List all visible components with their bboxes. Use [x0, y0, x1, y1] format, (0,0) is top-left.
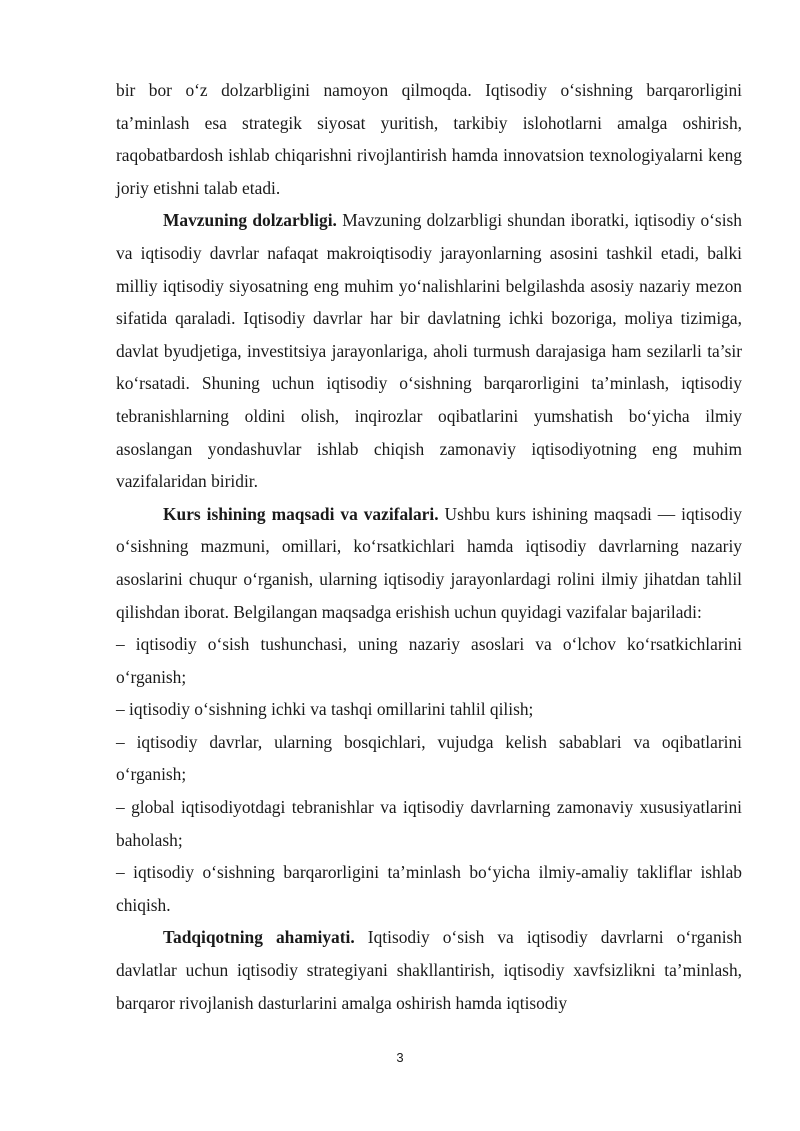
page-number: 3: [396, 1050, 404, 1065]
goals-text: Ushbu kurs ishining maqsadi — iqtisodiy o‘sishning mazmuni, omillari, ko‘rsatkichlari hamda iqtisodiy davrlarning nazariy asoslarini chuqur o‘rganish, ularning iqtisodiy jarayonlardagi rolini ilmiy jihatdan tahlil qilishdan iborat. Belgilangan maqsadga erishish uchun quyidagi vazifalar bajariladi:: [116, 503, 742, 622]
relevance-heading: Mavzuning dolzarbligi.: [163, 210, 337, 231]
relevance-text: Mavzuning dolzarbligi shundan iboratki, iqtisodiy o‘sish va iqtisodiy davrlar nafaqat makroiqtisodiy jarayonlarning asosini tashkil etadi, balki milliy iqtisodiy siyosatning eng muhim yo‘nalishlarini belgilashda asosiy nazariy mezon sifatida qaraladi. Iqtisodiy davrlar har bir davlatning ichki bozoriga, moliya tizimiga, davlat byudjetiga, investitsiya jarayonlariga, aholi turmush darajasiga ham sezilarli ta’sir ko‘rsatadi. Shuning uchun iqtisodiy o‘sishning barqarorligini ta’minlash, iqtisodiy tebranishlarning oldini olish, inqirozlar oqibatlarini yumshatish bo‘yicha ilmiy asoslangan yondashuvlar ishlab chiqish zamonaviy iqtisodiyotning eng muhim vazifalaridan biridir.: [116, 210, 742, 492]
significance-paragraph: [116, 921, 742, 1019]
intro-paragraph: bir bor o‘z dolzarbligini namoyon qilmoqda. Iqtisodiy o‘sishning barqarorligini ta’minlash esa strategik siyosat yuritish, tarkibiy islohotlarni amalga oshirish, raqobatbardosh ishlab chiqarishni rivojlantirish hamda innovatsion texnologiyalarni keng joriy etishni talab etadi.: [116, 80, 742, 198]
goals-heading: Kurs ishining maqsadi va vazifalari.: [163, 503, 439, 524]
goals-paragraph: [116, 498, 742, 628]
document-page: [116, 74, 742, 1019]
task-item: – iqtisodiy o‘sishning ichki va tashqi omillarini tahlil qilish;: [116, 699, 534, 720]
significance-text: Iqtisodiy o‘sish va iqtisodiy davrlarni o‘rganish davlatlar uchun iqtisodiy strategiyani shakllantirish, iqtisodiy xavfsizlikni ta’minlash, barqaror rivojlanish dasturlarini amalga oshirish hamda iqtisodiy: [116, 927, 742, 1013]
task-item: – iqtisodiy davrlar, ularning bosqichlari, vujudga kelish sabablari va oqibatlarini o‘rganish;: [116, 731, 742, 785]
task-item: – iqtisodiy o‘sish tushunchasi, uning nazariy asoslari va o‘lchov ko‘rsatkichlarini o‘rganish;: [116, 634, 742, 687]
significance-heading: Tadqiqotning ahamiyati.: [163, 927, 355, 948]
relevance-paragraph: [116, 204, 742, 497]
task-item: – global iqtisodiyotdagi tebranishlar va iqtisodiy davrlarning zamonaviy xususiyatlarini baholash;: [116, 797, 742, 850]
task-item: – iqtisodiy o‘sishning barqarorligini ta’minlash bo‘yicha ilmiy-amaliy takliflar ishlab chiqish.: [116, 862, 742, 915]
